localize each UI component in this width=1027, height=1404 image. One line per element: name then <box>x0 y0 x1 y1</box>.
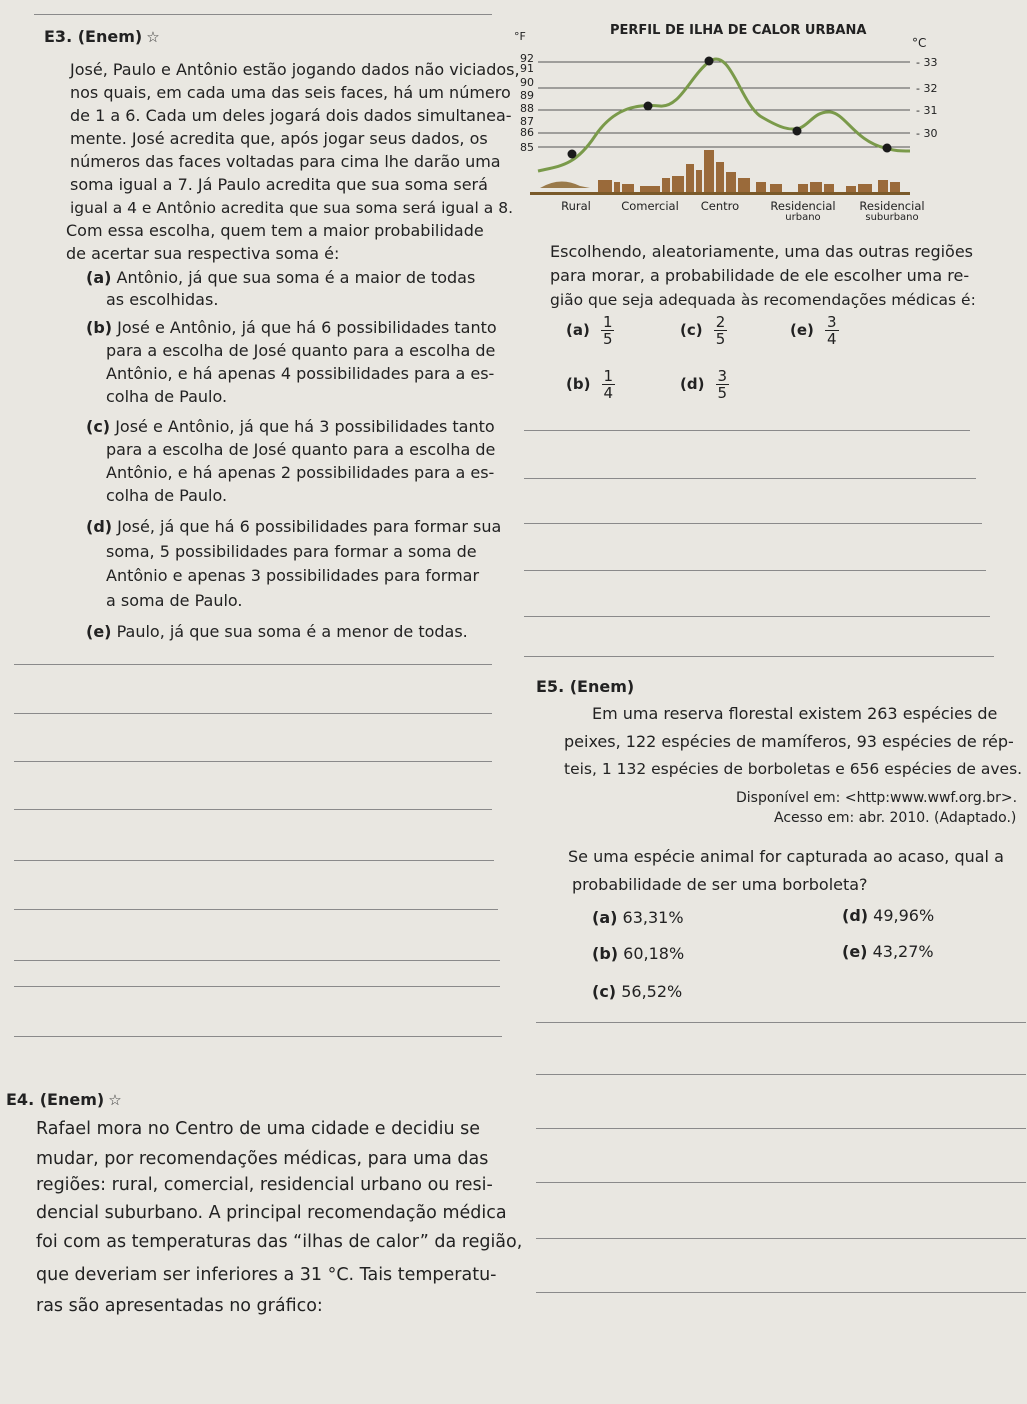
option-text: soma, 5 possibilidades para formar a soma de <box>106 542 477 561</box>
option-text: José e Antônio, já que há 3 possibilidades tanto <box>115 417 495 436</box>
marker-residencial-urbano <box>793 127 802 136</box>
e5-option-c[interactable] <box>592 980 682 1004</box>
e4-option-b[interactable] <box>566 368 615 401</box>
fraction <box>602 368 616 401</box>
heat-island-chart <box>500 16 1000 226</box>
marker-centro <box>705 57 714 66</box>
region-label: Residencial <box>770 199 836 213</box>
answer-line <box>536 1128 1026 1129</box>
f-tick-label: 86 <box>520 126 534 139</box>
e3-stem-line: mente. José acredita que, após jogar seus dados, os <box>70 129 488 148</box>
e4-continuation-line: para morar, a probabilidade de ele escolher uma re- <box>550 266 970 285</box>
option-text: para a escolha de José quanto para a escolha de <box>106 341 496 360</box>
top-rule <box>34 14 492 15</box>
c-tick-label: - 31 <box>916 104 938 117</box>
f-tick-label: 92 <box>520 52 534 65</box>
e4-stem-line: mudar, por recomendações médicas, para uma das <box>36 1149 489 1169</box>
e4-stem-line: ras são apresentadas no gráfico: <box>36 1296 323 1316</box>
option-label: (e) <box>842 942 868 961</box>
e3-heading-text: E3. (Enem) <box>44 27 143 46</box>
f-tick-label: 87 <box>520 115 534 128</box>
answer-line <box>536 1238 1026 1239</box>
answer-line <box>536 1182 1026 1183</box>
e5-question-line: probabilidade de ser uma borboleta? <box>572 875 868 894</box>
answer-line <box>14 664 492 665</box>
temperature-curve <box>538 59 910 171</box>
marker-residencial-suburbano <box>883 144 892 153</box>
option-label: (d) <box>680 375 705 393</box>
option-text: 56,52% <box>621 982 683 1001</box>
fraction <box>714 314 728 347</box>
answer-line <box>524 523 982 524</box>
e3-stem-line: de 1 a 6. Cada um deles jogará dois dados simultanea- <box>70 106 512 125</box>
option-text: Paulo, já que sua soma é a menor de todas. <box>116 622 468 641</box>
e4-heading-text: E4. (Enem) <box>6 1090 105 1109</box>
answer-line <box>14 761 492 762</box>
option-label: (a) <box>592 908 618 927</box>
option-label: (d) <box>86 517 113 536</box>
e4-stem-line: foi com as temperaturas das “ilhas de calor” da região, <box>36 1232 523 1252</box>
chart-title: PERFIL DE ILHA DE CALOR URBANA <box>610 23 867 38</box>
region-label: Centro <box>700 199 740 213</box>
option-text: José e Antônio, já que há 6 possibilidades tanto <box>117 318 497 337</box>
e5-question-line: Se uma espécie animal for capturada ao acaso, qual a <box>568 847 1004 866</box>
e5-stem-line: Em uma reserva florestal existem 263 espécies de <box>592 704 998 723</box>
e4-option-d[interactable] <box>680 368 729 401</box>
e4-stem-line: que deveriam ser inferiores a 31 °C. Tais temperatu- <box>36 1265 497 1285</box>
option-text: Antônio e apenas 3 possibilidades para formar <box>106 566 480 585</box>
numerator: 1 <box>602 313 613 331</box>
region-label: urbano <box>785 212 821 223</box>
option-text: colha de Paulo. <box>106 387 228 406</box>
answer-line <box>14 1036 502 1037</box>
option-text: 63,31% <box>622 908 684 927</box>
c-tick-label: - 30 <box>916 127 938 140</box>
c-tick-label: - 32 <box>916 82 938 95</box>
denominator: 4 <box>826 330 837 348</box>
e3-stem-line: igual a 4 e Antônio acredita que sua soma será igual a 8. <box>70 199 513 217</box>
answer-line <box>524 616 990 617</box>
f-tick-label: 90 <box>520 76 534 89</box>
f-tick-label: 85 <box>520 141 534 154</box>
region-label: Residencial <box>859 199 925 213</box>
option-label: (b) <box>86 318 113 337</box>
e4-continuation-line: gião que seja adequada às recomendações médicas é: <box>550 291 976 309</box>
answer-line <box>524 478 976 479</box>
answer-line <box>536 1074 1026 1075</box>
e4-option-a[interactable] <box>566 314 614 347</box>
e4-stem-line: regiões: rural, comercial, residencial urbano ou resi- <box>36 1175 493 1195</box>
e3-stem-line: José, Paulo e Antônio estão jogando dados não viciados, <box>70 60 520 79</box>
option-text: Antônio, e há apenas 2 possibilidades para a es- <box>106 463 495 482</box>
numerator: 2 <box>715 313 726 331</box>
star-icon: ☆ <box>146 28 160 46</box>
e5-stem-line: teis, 1 132 espécies de borboletas e 656 espécies de aves. <box>564 760 1023 778</box>
option-label: (c) <box>86 417 111 436</box>
e5-option-e[interactable] <box>842 940 934 964</box>
numerator: 1 <box>603 367 614 385</box>
fraction <box>716 368 730 401</box>
e4-option-e[interactable] <box>790 314 839 347</box>
e5-option-d[interactable] <box>842 904 934 928</box>
answer-line <box>536 1292 1026 1293</box>
e5-heading: E5. (Enem) <box>536 677 635 696</box>
e3-stem-line: soma igual a 7. Já Paulo acredita que sua soma será <box>70 175 488 194</box>
e4-option-c[interactable] <box>680 314 727 347</box>
c-axis-ticks <box>916 56 937 140</box>
option-text: 43,27% <box>872 942 934 961</box>
e5-option-b[interactable] <box>592 942 684 966</box>
f-tick-label: 91 <box>520 62 534 75</box>
e4-continuation-line: Escolhendo, aleatoriamente, uma das outras regiões <box>550 242 974 261</box>
option-label: (e) <box>790 321 814 339</box>
region-label: suburbano <box>865 212 919 223</box>
answer-line <box>14 809 492 810</box>
marker-rural <box>568 150 577 159</box>
answer-line <box>536 1022 1026 1023</box>
e5-option-a[interactable] <box>592 906 684 930</box>
f-tick-label: 89 <box>520 89 534 102</box>
chart-unit-c: °C <box>912 36 927 50</box>
marker-comercial <box>644 102 653 111</box>
denominator: 5 <box>717 384 728 402</box>
option-label: (c) <box>680 321 703 339</box>
e3-question-line: de acertar sua respectiva soma é: <box>66 244 340 263</box>
answer-line <box>14 909 498 910</box>
option-label: (a) <box>566 321 590 339</box>
option-text: colha de Paulo. <box>106 486 228 505</box>
option-text: Antônio, e há apenas 4 possibilidades para a es- <box>106 364 495 383</box>
e4-heading <box>6 1090 122 1109</box>
option-text: as escolhidas. <box>106 290 219 309</box>
option-label: (b) <box>566 375 591 393</box>
fraction <box>825 314 839 347</box>
e5-source-line: Disponível em: <http:www.wwf.org.br>. <box>736 790 1018 806</box>
numerator: 3 <box>826 313 837 331</box>
gridlines <box>538 62 910 147</box>
e4-stem-line: Rafael mora no Centro de uma cidade e decidiu se <box>36 1119 481 1139</box>
star-icon: ☆ <box>108 1091 122 1109</box>
option-label: (b) <box>592 944 619 963</box>
option-label: (c) <box>592 982 617 1001</box>
option-text: Antônio, já que sua soma é a maior de todas <box>116 268 476 287</box>
answer-line <box>524 570 986 571</box>
option-text: para a escolha de José quanto para a escolha de <box>106 440 496 459</box>
answer-line <box>524 656 994 657</box>
e4-stem-line: dencial suburbano. A principal recomendação médica <box>36 1203 507 1223</box>
e3-question-line: Com essa escolha, quem tem a maior probabilidade <box>66 221 484 240</box>
c-tick-label: - 33 <box>916 56 938 69</box>
option-text: a soma de Paulo. <box>106 591 243 610</box>
answer-line <box>14 960 500 961</box>
denominator: 4 <box>603 384 614 402</box>
answer-line <box>14 986 500 987</box>
option-text: 49,96% <box>873 906 935 925</box>
denominator: 5 <box>602 330 613 348</box>
fraction <box>601 314 615 347</box>
answer-line <box>14 713 492 714</box>
option-label: (e) <box>86 622 112 641</box>
region-label: Rural <box>561 199 591 213</box>
option-label: (a) <box>86 268 112 287</box>
e5-stem-line: peixes, 122 espécies de mamíferos, 93 espécies de rép- <box>564 732 1014 751</box>
option-text: 60,18% <box>623 944 685 963</box>
numerator: 3 <box>717 367 728 385</box>
answer-line <box>14 860 494 861</box>
f-axis-ticks <box>520 52 534 154</box>
region-labels <box>561 199 924 223</box>
answer-line <box>524 430 970 431</box>
option-label: (d) <box>842 906 869 925</box>
denominator: 5 <box>715 330 726 348</box>
region-label: Comercial <box>621 199 679 213</box>
e3-heading <box>44 27 160 46</box>
city-skyline <box>530 150 910 195</box>
option-text: José, já que há 6 possibilidades para formar sua <box>117 517 502 536</box>
e3-stem-line: números das faces voltadas para cima lhe darão uma <box>70 152 501 171</box>
chart-unit-f: °F <box>514 30 526 43</box>
e3-stem-line: nos quais, em cada uma das seis faces, há um número <box>70 83 511 102</box>
e5-source-line: Acesso em: abr. 2010. (Adaptado.) <box>774 810 1017 826</box>
f-tick-label: 88 <box>520 102 534 115</box>
